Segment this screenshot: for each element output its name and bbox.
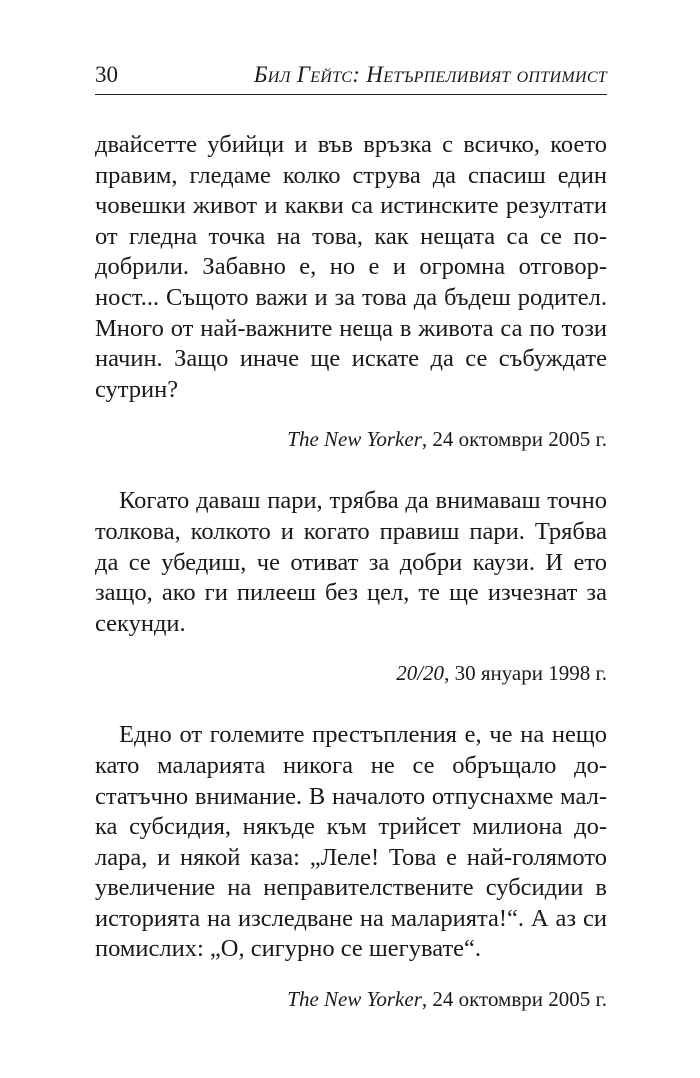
running-title: Бил Гейтс: Нетърпеливият оптимист [253,62,607,87]
quote-source [95,659,607,687]
source-publication: The New Yorker [287,987,422,1012]
quote-text: Когато даваш пари, трябва да внимаваш точно толкова, колкото и когато правиш пари. Трябва да се убедиш, че отиват за добри каузи. И ето защо, ако ги пилееш без цел, те ще изчезнат за секунди. [95,487,607,637]
source-publication: 20/20 [396,661,445,686]
page-number: 30 [95,62,118,87]
page-body [95,130,607,1013]
source-date: , 24 октомври 2005 г. [421,987,607,1012]
source-publication: The New Yorker [287,427,422,452]
quote-text: Едно от големите престъпления е, че на нещо като маларията никога не се обръщало достатъчно внимание. В началото отпуснахме малка субсидия, някъде към трийсет милиона долара, и някой каза: „Леле! Това е най-голямото увеличение на неправителствените субсидии в историята на изследване на маларията!“. А аз си помислих: „О, сигурно се шегувате“. [95,721,607,963]
source-date: , 30 януари 1998 г. [444,661,607,686]
source-date: , 24 октомври 2005 г. [421,427,607,452]
quote-text: двайсетте убийци и във връзка с всичко, което правим, гледаме колко струва да спасиш един човешки живот и какви са истинските резултати от гледна точка на това, как нещата са се подобрили. Забавно е, но е и огромна отговорност... Същото важи и за това да бъдеш родител. Много от най-важните неща в живота са по този начин. Защо иначе ще искате да се събуждате сутрин? [95,131,607,403]
page-header [95,58,607,95]
quote-source [95,425,607,453]
quote-source [95,985,607,1013]
